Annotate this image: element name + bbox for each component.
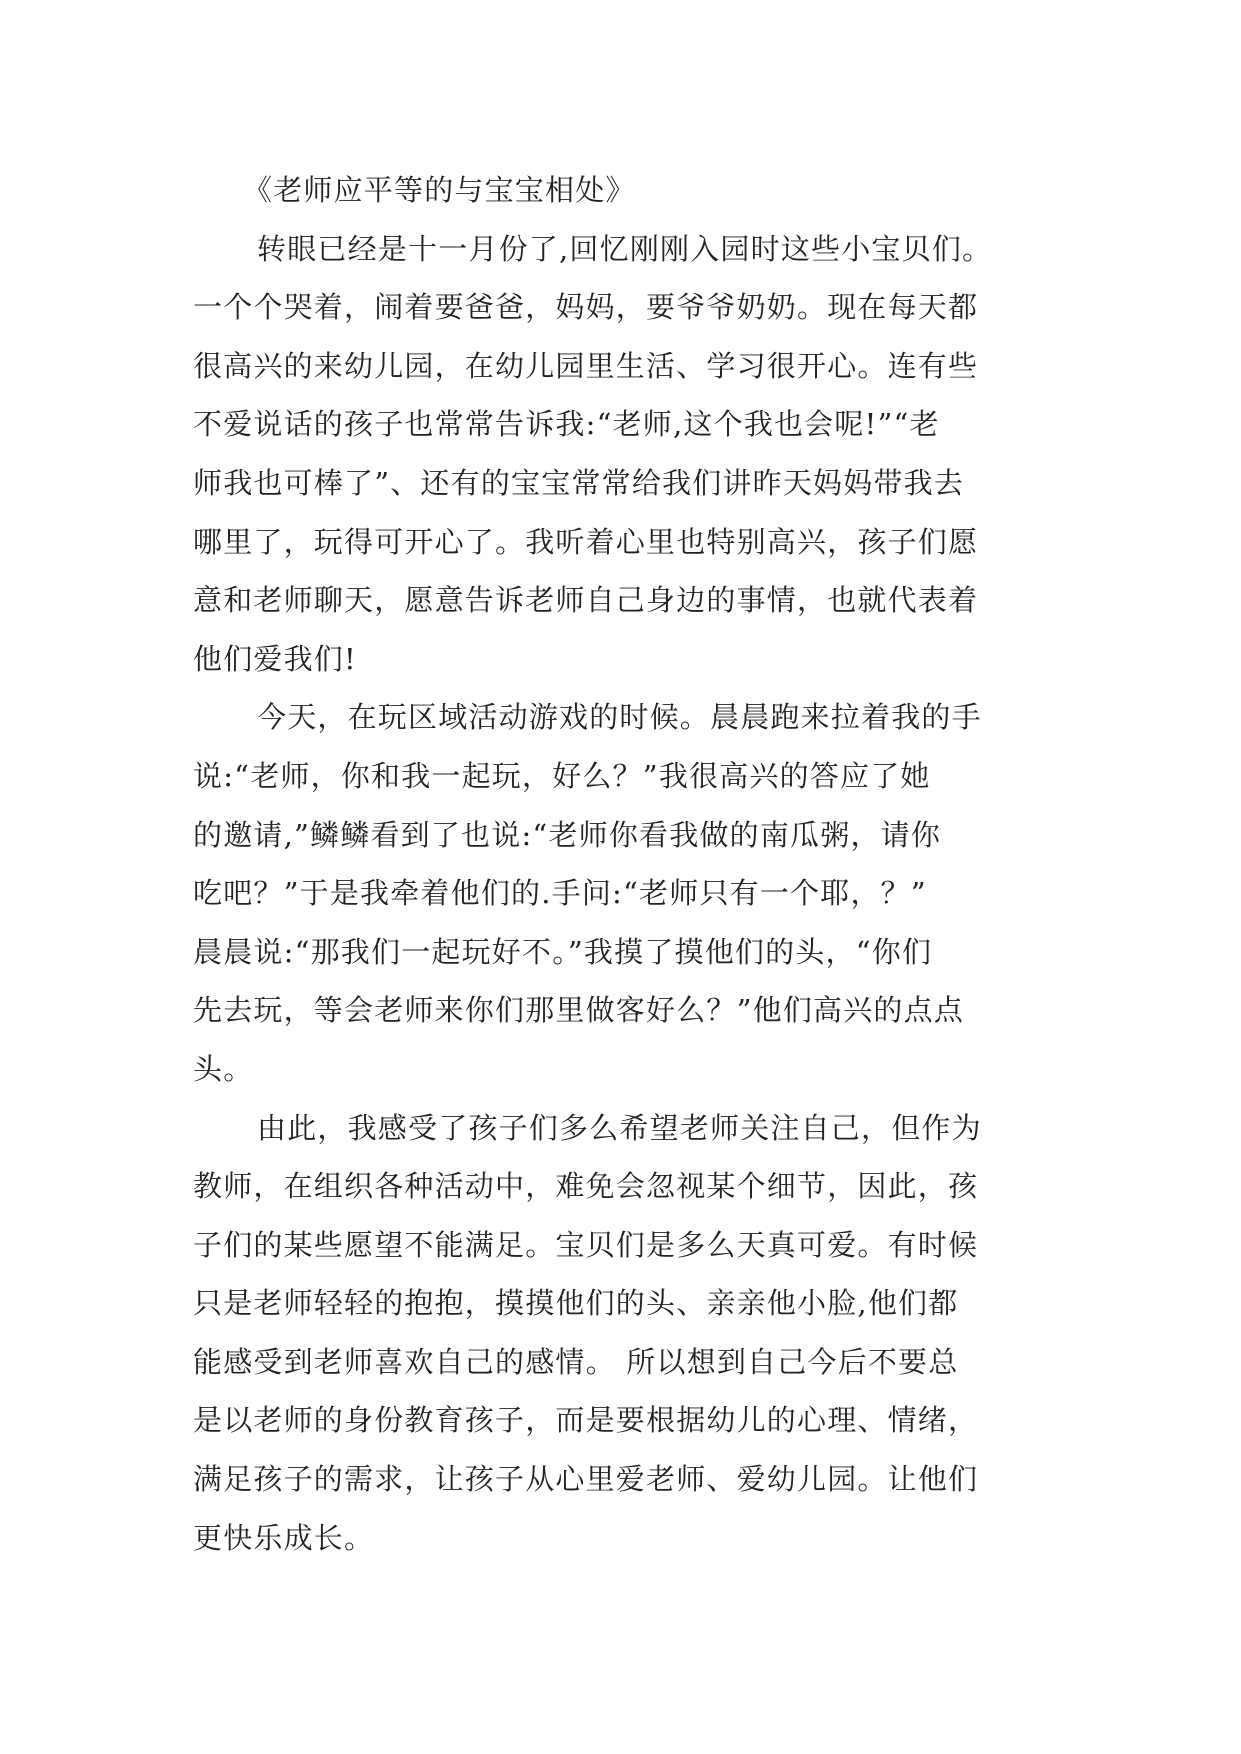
document-title: 《老师应平等的与宝宝相处》 bbox=[243, 173, 636, 207]
text-line: 能感受到老师喜欢自己的感情。 所以想到自己今后不要总 bbox=[193, 1344, 959, 1379]
text-line: 教师，在组织各种活动中，难免会忽视某个细节，因此，孩 bbox=[193, 1169, 979, 1204]
text-line: 吃吧？”于是我牵着他们的.手问:“老师只有一个耶，？” bbox=[193, 876, 927, 911]
text-line: 师我也可棒了”、还有的宝宝常常给我们讲昨天妈妈带我去 bbox=[193, 465, 965, 500]
text-line: 哪里了，玩得可开心了。我听着心里也特别高兴，孩子们愿 bbox=[193, 524, 979, 559]
text-line: 转眼已经是十一月份了,回忆刚刚入园时这些小宝贝们。 bbox=[257, 231, 993, 266]
paragraph-2 bbox=[193, 688, 1053, 1098]
document-body bbox=[193, 161, 1053, 1567]
paragraph-3 bbox=[193, 1099, 1053, 1568]
text-line: 子们的某些愿望不能满足。宝贝们是多么天真可爱。有时候 bbox=[193, 1227, 979, 1262]
text-line: 满足孩子的需求，让孩子从心里爱老师、爱幼儿园。让他们 bbox=[193, 1462, 979, 1497]
text-line: 一个个哭着，闹着要爸爸，妈妈，要爷爷奶奶。现在每天都 bbox=[193, 290, 979, 325]
text-line: 意和老师聊天，愿意告诉老师自己身边的事情，也就代表着 bbox=[193, 583, 979, 618]
text-line: 由此，我感受了孩子们多么希望老师关注自己，但作为 bbox=[257, 1110, 982, 1145]
text-line: 晨晨说:“那我们一起玩好不。”我摸了摸他们的头，“你们 bbox=[193, 934, 933, 969]
text-line: 说:“老师，你和我一起玩，好么？”我很高兴的答应了她 bbox=[193, 758, 931, 793]
text-line: 今天，在玩区域活动游戏的时候。晨晨跑来拉着我的手 bbox=[257, 700, 982, 735]
text-line: 他们爱我们! bbox=[193, 641, 357, 676]
text-line: 只是老师轻轻的抱抱，摸摸他们的头、亲亲他小脸,他们都 bbox=[193, 1286, 959, 1321]
paragraph-1 bbox=[193, 220, 1053, 689]
text-line: 头。 bbox=[193, 1051, 254, 1086]
text-line: 更快乐成长。 bbox=[193, 1520, 375, 1555]
text-line: 是以老师的身份教育孩子，而是要根据幼儿的心理、情绪， bbox=[193, 1403, 979, 1438]
text-line: 很高兴的来幼儿园，在幼儿园里生活、学习很开心。连有些 bbox=[193, 348, 979, 383]
text-line: 的邀请,”鳞鳞看到了也说:“老师你看我做的南瓜粥，请你 bbox=[193, 817, 942, 852]
text-line: 不爱说话的孩子也常常告诉我:“老师,这个我也会呢!”“老 bbox=[193, 407, 940, 442]
text-line: 先去玩，等会老师来你们那里做客好么？”他们高兴的点点 bbox=[193, 993, 965, 1028]
